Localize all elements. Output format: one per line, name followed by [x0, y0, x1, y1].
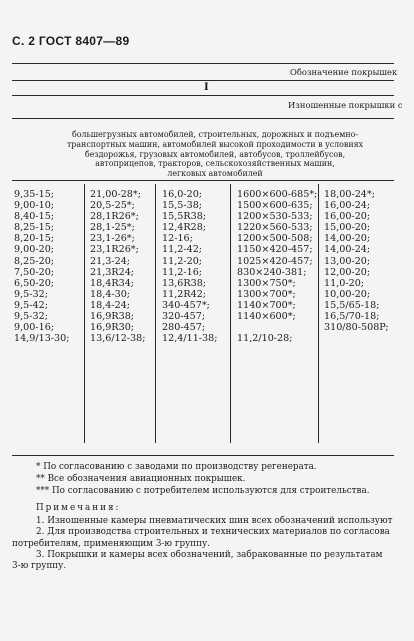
designation-header: Обозначение покрышек [290, 67, 398, 77]
designation-cell: 830×240-381; [237, 266, 307, 278]
designation-cell: 21,3-24; [90, 255, 131, 267]
designation-cell: 9,5-32; [14, 311, 48, 323]
column-divider [318, 184, 319, 443]
designation-cell: 8,25-15; [14, 222, 55, 234]
designation-cell: 23,1-26*; [90, 233, 135, 245]
designation-cell: 1300×700*; [237, 288, 296, 300]
notes-title: Примечания: [36, 503, 121, 513]
designation-cell: 1500×600-635; [237, 200, 313, 212]
page-header: С. 2 ГОСТ 8407—89 [12, 34, 130, 48]
designation-cell: 14,9/13-30; [14, 333, 70, 345]
designation-cell: 16,0-20; [162, 189, 203, 200]
designation-cell: 18,00-24*; [324, 189, 375, 200]
designation-cell: 15,5R38; [162, 211, 207, 223]
designation-cell: 21,3R24; [90, 266, 135, 278]
designation-column-1 [14, 189, 69, 344]
designation-cell: 320-457; [162, 311, 206, 323]
designation-cell: 28,1R26*; [90, 211, 139, 223]
designation-cell: 1600×600-685*; [237, 189, 318, 200]
designation-cell: 18,4-24; [90, 299, 131, 311]
designation-cell: 16,00-20; [324, 211, 371, 223]
designation-cell: 14,00-20; [324, 233, 371, 245]
description-line: большегрузных автомобилей, строительных, дорожных и подъемно- [71, 130, 359, 139]
designation-cell: 9,5-32; [14, 288, 48, 300]
description-line: легковых автомобилей [167, 169, 263, 179]
designation-cell: 8,20-15; [14, 233, 55, 245]
designation-cell: 1150×420-457; [237, 244, 313, 256]
designation-cell [237, 322, 317, 333]
footnote: *** По согласованию с потребителем используются для строительства. [36, 486, 370, 496]
designation-cell: 9,00-10; [14, 200, 55, 212]
designation-cell: 310/80-508P; [324, 322, 389, 334]
designation-cell: 11,2-42; [162, 244, 203, 256]
designation-cell: 340-457*; [162, 299, 210, 311]
note-line: 2. Для производства строительных и технических материалов по согласова [36, 527, 390, 538]
designation-column-5 [324, 189, 389, 333]
designation-cell: 11,2-16; [162, 266, 203, 278]
tire-category-description [40, 130, 390, 179]
notes-body [12, 516, 398, 572]
designation-cell: 8,25-20; [14, 255, 55, 267]
designation-cell: 11,2-20; [162, 255, 203, 267]
designation-cell: 6,50-20; [14, 277, 55, 289]
designation-cell: 15,5-38; [162, 200, 203, 212]
column-divider [84, 184, 85, 443]
worn-tires-header: Изношенные покрышки с [288, 100, 403, 110]
note-line: 1. Изношенные камеры пневматических шин всех обозначений используют [36, 516, 393, 526]
designation-cell: 13,00-20; [324, 255, 371, 267]
column-divider [230, 184, 231, 443]
designation-cell: 1300×750*; [237, 277, 296, 289]
designation-cell: 16,9R30; [90, 322, 135, 334]
designation-cell: 8,40-15; [14, 211, 55, 223]
designation-cell: 9,5-42; [14, 299, 48, 311]
designation-cell: 13,6R38; [162, 277, 207, 289]
note-line: 3-ю группу. [12, 561, 67, 572]
designation-cell: 11,2/10-28; [237, 333, 293, 345]
column-divider [155, 184, 156, 443]
designation-cell: 1140×700*; [237, 299, 296, 311]
description-rule [12, 180, 394, 181]
designation-cell: 16,9R38; [90, 311, 135, 323]
designation-cell: 9,35-15; [14, 189, 55, 200]
designation-cell: 13,6/12-38; [90, 333, 146, 345]
header-rule-2 [12, 95, 394, 96]
roman-numeral: I [204, 82, 209, 93]
designation-cell: 23,1R26*; [90, 244, 139, 256]
designation-cell: 18,4R34; [90, 277, 135, 289]
designation-cell: 9,00-20; [14, 244, 55, 256]
note-line: 3. Покрышки и камеры всех обозначений, забракованные по результатам [36, 549, 383, 560]
top-rule [12, 63, 394, 64]
designation-cell: 10,00-20; [324, 288, 371, 300]
designation-cell: 16,00-24; [324, 200, 371, 212]
designation-cell: 28,1-25*; [90, 222, 135, 234]
designation-cell: 14,00-24; [324, 244, 371, 256]
designation-cell: 18,4-30; [90, 288, 131, 300]
designation-cell: 12,4/11-38; [162, 333, 218, 345]
designation-cell: 1140×600*; [237, 311, 296, 323]
description-line: бездорожья, грузовых автомобилей, автобусов, троллейбусов, [84, 149, 346, 159]
designation-cell: 7,50-20; [14, 266, 55, 278]
designation-cell: 1200×500-508; [237, 233, 313, 245]
footnote: ** Все обозначения авиационных покрышек. [36, 474, 246, 484]
designation-cell: 11,0-20; [324, 277, 365, 289]
header-rule-3 [12, 118, 394, 119]
designation-cell: 280-457; [162, 322, 206, 334]
designation-cell: 1025×420-457; [237, 255, 313, 267]
designation-cell: 16,5/70-18; [324, 311, 380, 323]
designation-cell: 15,5/65-18; [324, 299, 380, 311]
designation-cell: 15,00-20; [324, 222, 371, 234]
designation-cell: 1220×560-533; [237, 222, 313, 234]
designation-column-2 [90, 189, 145, 344]
designation-column-4 [237, 189, 317, 344]
header-rule-1 [12, 80, 394, 81]
designation-cell: 1200×530-533; [237, 211, 313, 223]
note-line: потребителям, применяющим 3-ю группу. [12, 538, 210, 549]
designation-column-3 [162, 189, 217, 344]
description-line: автоприцепов, тракторов, сельскохозяйственных машин, [95, 159, 335, 169]
designation-cell: 21,00-28*; [90, 189, 141, 200]
description-line: транспортных машин, автомобилей высокой проходимости в условиях [66, 139, 364, 149]
designation-cell: 12,00-20; [324, 266, 371, 278]
designation-cell: 20,5-25*; [90, 200, 135, 212]
designation-cell: 9,00-16; [14, 322, 55, 334]
designation-cell: 11,2R42; [162, 288, 207, 300]
footnote: * По согласованию с заводами по производству регенерата. [36, 462, 317, 472]
table-bottom-rule [12, 455, 394, 456]
designation-cell: 12-16; [162, 233, 193, 245]
designation-cell: 12,4R28; [162, 222, 207, 234]
